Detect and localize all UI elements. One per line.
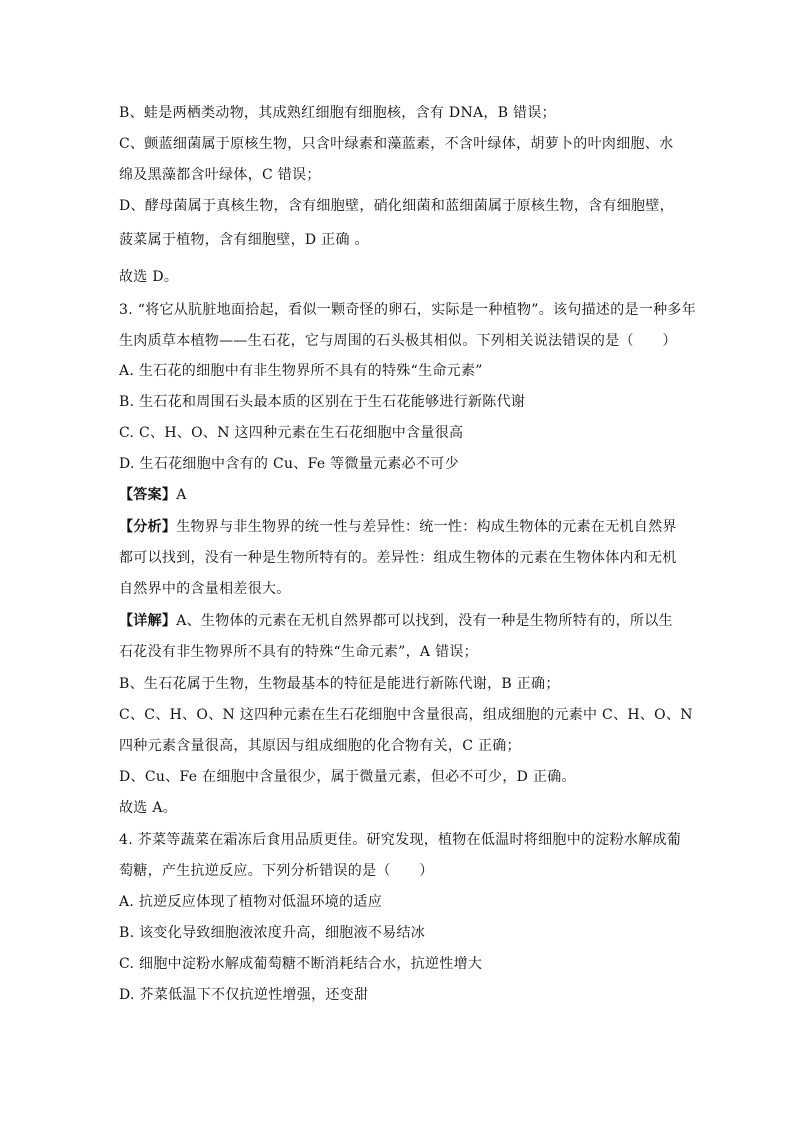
q2-explanation-line: 绵及黑藻都含叶绿体，C 错误； [119, 167, 321, 183]
q3-detail-line: D、Cu、Fe 在细胞中含量很少，属于微量元素，但必不可少，D 正确。 [119, 769, 576, 785]
q3-detail-line: B、生石花属于生物，生物最基本的特征是能进行新陈代谢，B 正确； [119, 676, 560, 692]
answer-label: 【答案】 [119, 487, 177, 503]
q2-explanation-line: C、颤蓝细菌属于原核生物，只含叶绿素和藻蓝素，不含叶绿体，胡萝卜的叶肉细胞、水 [119, 136, 674, 152]
q3-detail-line: 四种元素含量很高，其原因与组成细胞的化合物有关，C 正确； [119, 738, 521, 754]
q3-option-a: A. 生石花的细胞中有非生物界所不具有的特殊“生命元素” [119, 363, 483, 379]
q3-option-c: C. C、H、O、N 这四种元素在生石花细胞中含量很高 [119, 425, 464, 441]
q3-analysis-line: 都可以找到，没有一种是生物所特有的。差异性：组成生物体的元素在生物体体内和无机 [119, 550, 677, 566]
q3-option-d: D. 生石花细胞中含有的 Cu、Fe 等微量元素必不可少 [119, 456, 459, 472]
q3-option-b: B. 生石花和周围石头最本质的区别在于生石花能够进行新陈代谢 [119, 394, 526, 410]
q4-stem-line: 萄糖，产生抗逆反应。下列分析错误的是（ ） [119, 863, 434, 879]
q3-detail-line: 石花没有非生物界所不具有的特殊“生命元素”，A 错误； [119, 644, 478, 660]
q3-detail-line [119, 611, 673, 631]
analysis-text: 生物界与非生物界的统一性与差异性：统一性：构成生物体的元素在无机自然界 [176, 519, 677, 535]
detail-text: A、生物体的元素在无机自然界都可以找到，没有一种是生物所特有的，所以生 [176, 613, 673, 629]
q4-option-b: B. 该变化导致细胞液浓度升高，细胞液不易结冰 [119, 925, 426, 941]
q3-analysis-line [119, 517, 677, 537]
q3-stem-line: 生肉质草本植物——生石花，它与周围的石头极其相似。下列相关说法错误的是（ ） [119, 333, 677, 349]
q4-stem-line: 4. 芥菜等蔬菜在霜冻后食用品质更佳。研究发现，植物在低温时将细胞中的淀粉水解成葡 [119, 832, 682, 848]
q4-option-a: A. 抗逆反应体现了植物对低温环境的适应 [119, 894, 383, 910]
q2-conclusion: 故选 D。 [119, 269, 179, 285]
q4-option-d: D. 芥菜低温下不仅抗逆性增强，还变甜 [119, 987, 369, 1003]
q4-option-c: C. 细胞中淀粉水解成葡萄糖不断消耗结合水，抗逆性增大 [119, 956, 483, 972]
q3-conclusion: 故选 A。 [119, 800, 178, 816]
q2-explanation-line: 菠菜属于植物，含有细胞壁，D 正确 。 [119, 232, 369, 248]
q3-analysis-line: 自然界中的含量相差很大。 [119, 581, 291, 597]
q3-stem-line: 3. “将它从肮脏地面拾起，看似一颗奇怪的卵石，实际是一种植物”。该句描述的是一种多年 [119, 302, 697, 318]
q2-explanation-line: D、酵母菌属于真核生物，含有细胞壁，硝化细菌和蓝细菌属于原核生物，含有细胞壁， [119, 198, 674, 214]
q2-explanation-line: B、蛙是两栖类动物，其成熟红细胞有细胞核，含有 DNA，B 错误； [119, 105, 556, 121]
analysis-label: 【分析】 [119, 519, 177, 535]
detail-label: 【详解】 [119, 613, 177, 629]
q3-detail-line: C、C、H、O、N 这四种元素在生石花细胞中含量很高，组成细胞的元素中 C、H、O、N [119, 707, 693, 723]
answer-value: A [176, 487, 187, 503]
q3-answer [119, 485, 187, 505]
